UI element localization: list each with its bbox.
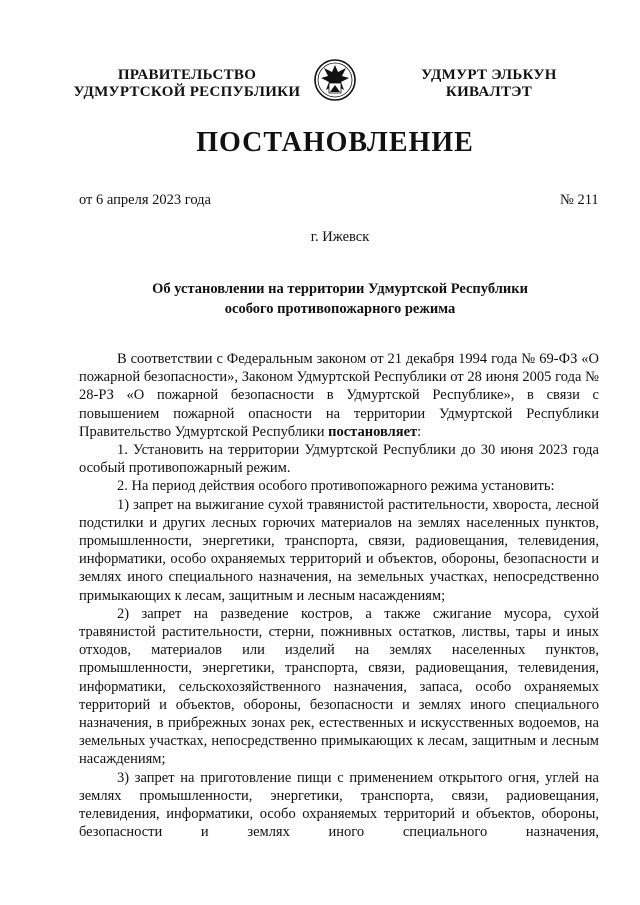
intro-colon: : — [417, 423, 422, 440]
title-line-1: Об установлении на территории Удмуртской Республики — [152, 281, 528, 297]
document-body — [79, 350, 599, 841]
clause-2-item-1: 1) запрет на выжигание сухой травянистой растительности, хвороста, лесной подстилки и других лесных горючих материалов на землях населенных пунктов, промышленности, энергетики, транспорта, связи, радиовещания, телевидения, информатики, особо охраняемых территорий и объектов, обороны, безопасности и землях иного специального назначения, на земельных участках, непосредственно примыкающих к лесам, защитным и лесным насаждениям; — [79, 496, 599, 604]
intro-paragraph — [79, 350, 599, 441]
issuer-line-2: УДМУРТСКОЙ РЕСПУБЛИКИ — [73, 84, 301, 100]
document-title — [80, 279, 600, 319]
issuer-name-udmurt — [404, 67, 574, 101]
document-city: г. Ижевск — [310, 229, 370, 245]
title-line-2: особого противопожарного режима — [224, 301, 456, 317]
issuer-line-1: ПРАВИТЕЛЬСТВО — [117, 67, 257, 83]
issuer-name-russian — [72, 67, 302, 101]
decree-keyword: постановляет — [328, 423, 418, 440]
issuer-udmurt-line-1: УДМУРТ ЭЛЬКУН — [421, 67, 557, 83]
intro-text: В соответствии с Федеральным законом от 21 декабря 1994 года № 69-ФЗ «О пожарной безопасности», Законом Удмуртской Республики от 28 июня 2005 года № 28-РЗ «О пожарной безопасности в Удмуртской Республике», в связи с повышением пожарной опасности на территории Удмуртской Республики Правительство Удмуртской Республики — [79, 351, 599, 440]
issuer-udmurt-line-2: КИВАЛТЭТ — [445, 84, 533, 100]
document-type: ПОСТАНОВЛЕНИЕ — [196, 127, 474, 158]
coat-of-arms-icon — [313, 56, 357, 104]
clause-2: 2. На период действия особого противопожарного режима установить: — [117, 478, 555, 495]
document-date: от 6 апреля 2023 года — [79, 192, 211, 208]
document-number: № 211 — [560, 192, 599, 208]
clause-2-item-2: 2) запрет на разведение костров, а также сжигание мусора, сухой травянистой растительности, стерни, пожнивных остатков, листвы, тары и иных отходов, материалов или изделий на землях населенных пунктов, промышленности, энергетики, транспорта, связи, радиовещания, телевидения, информатики, сельскохозяйственного назначения, запаса, особо охраняемых территорий и объектов, обороны, безопасности и землях иного специального назначения, в прибрежных зонах рек, естественных и искусственных водоемов, на земельных участках, непосредственно примыкающих к лесам, защитным и лесным насаждениям; — [79, 605, 599, 768]
clause-2-item-3: 3) запрет на приготовление пищи с применением открытого огня, углей на землях промышленности, энергетики, транспорта, связи, радиовещания, телевидения, информатики, особо охраняемых территорий и объектов, обороны, безопасности и землях иного специального назначения, — [79, 769, 599, 841]
clause-1: 1. Установить на территории Удмуртской Республики до 30 июня 2023 года особый противопожарный режим. — [79, 442, 599, 477]
